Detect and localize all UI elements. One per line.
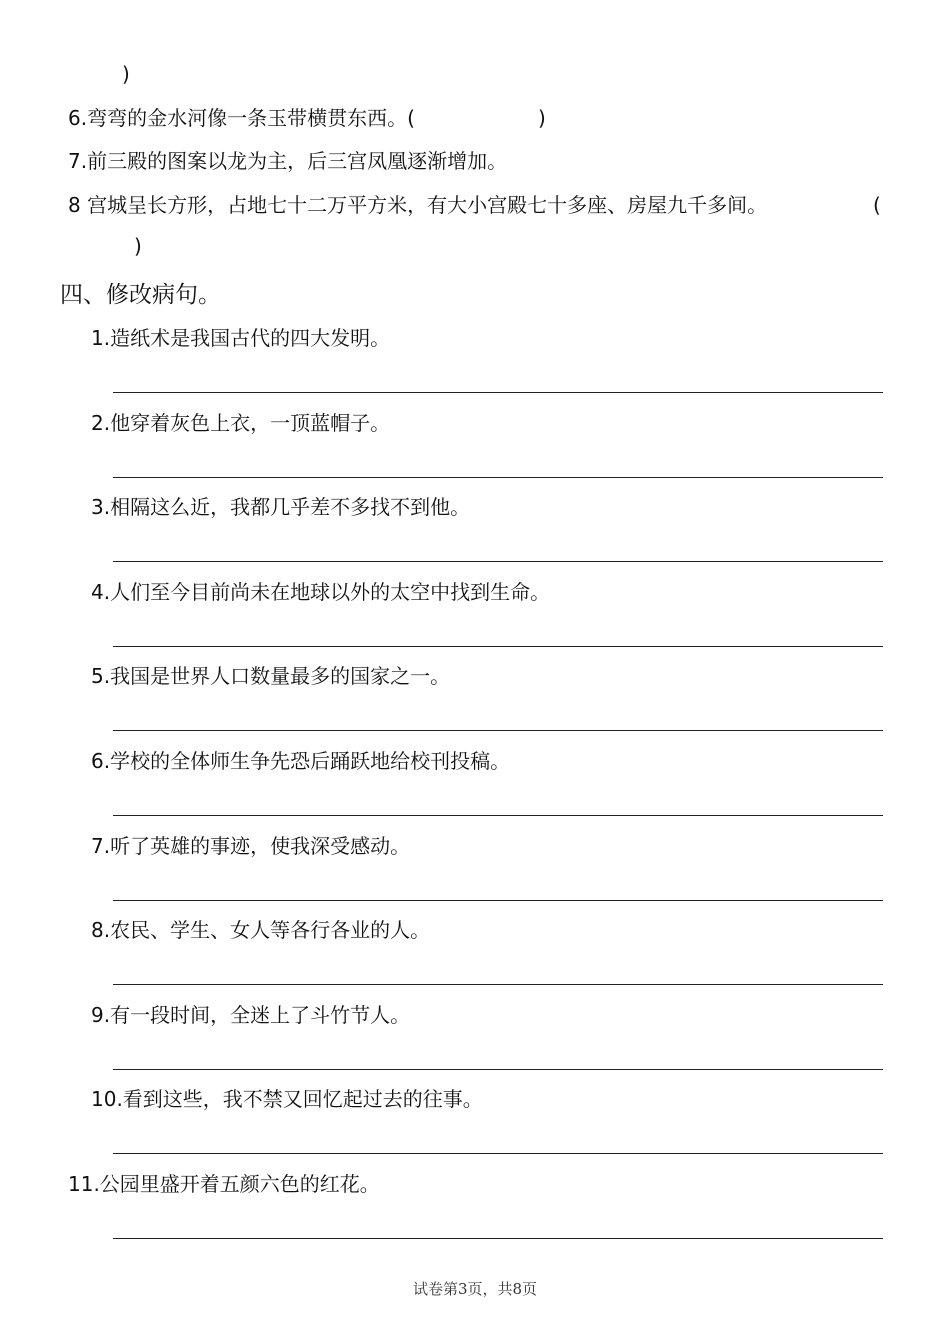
page-footer: 试卷第3页，共8页 — [412, 1280, 538, 1298]
answer-line[interactable] — [113, 1153, 883, 1154]
answer-line[interactable] — [113, 561, 883, 562]
sentence-item: 9.有一段时间，全迷上了斗竹节人。 — [91, 1002, 411, 1027]
sentence-item: 5.我国是世界人口数量最多的国家之一。 — [91, 664, 451, 689]
answer-line[interactable] — [113, 730, 883, 731]
question-item-6: 6.弯弯的金水河像一条玉带横贯东西。( — [68, 106, 415, 130]
answer-paren-close: ) — [122, 62, 130, 86]
section-title: 四、修改病句。 — [60, 282, 221, 308]
sentence-item: 11.公园里盛开着五颜六色的红花。 — [68, 1172, 380, 1196]
answer-line[interactable] — [113, 392, 883, 393]
answer-paren-close: ) — [134, 234, 142, 258]
sentence-item: 10.看到这些，我不禁又回忆起过去的往事。 — [91, 1087, 483, 1112]
sentence-item: 8.农民、学生、女人等各行各业的人。 — [91, 918, 431, 943]
sentence-item: 7.听了英雄的事迹，使我深受感动。 — [91, 833, 411, 858]
answer-line[interactable] — [113, 477, 883, 478]
answer-line[interactable] — [113, 646, 883, 647]
answer-line[interactable] — [113, 984, 883, 985]
sentence-item: 6.学校的全体师生争先恐后踊跃地给校刊投稿。 — [91, 749, 511, 773]
answer-paren-open: ( — [873, 193, 881, 217]
answer-line[interactable] — [113, 900, 883, 901]
question-item-8: 8 宫城呈长方形，占地七十二万平方米，有大小宫殿七十多座、房屋九千多间。 — [68, 193, 768, 217]
question-item-7: 7.前三殿的图案以龙为主，后三宫凤凰逐渐增加。 — [68, 149, 508, 173]
sentence-item: 4.人们至今目前尚未在地球以外的太空中找到生命。 — [91, 579, 551, 604]
answer-line[interactable] — [113, 1238, 883, 1239]
sentence-item: 2.他穿着灰色上衣，一顶蓝帽子。 — [91, 410, 391, 435]
sentence-item: 3.相隔这么近，我都几乎差不多找不到他。 — [91, 495, 471, 520]
sentence-item: 1.造纸术是我国古代的四大发明。 — [91, 326, 391, 350]
answer-line[interactable] — [113, 815, 883, 816]
answer-line[interactable] — [113, 1069, 883, 1070]
answer-paren-close: ) — [538, 106, 546, 130]
